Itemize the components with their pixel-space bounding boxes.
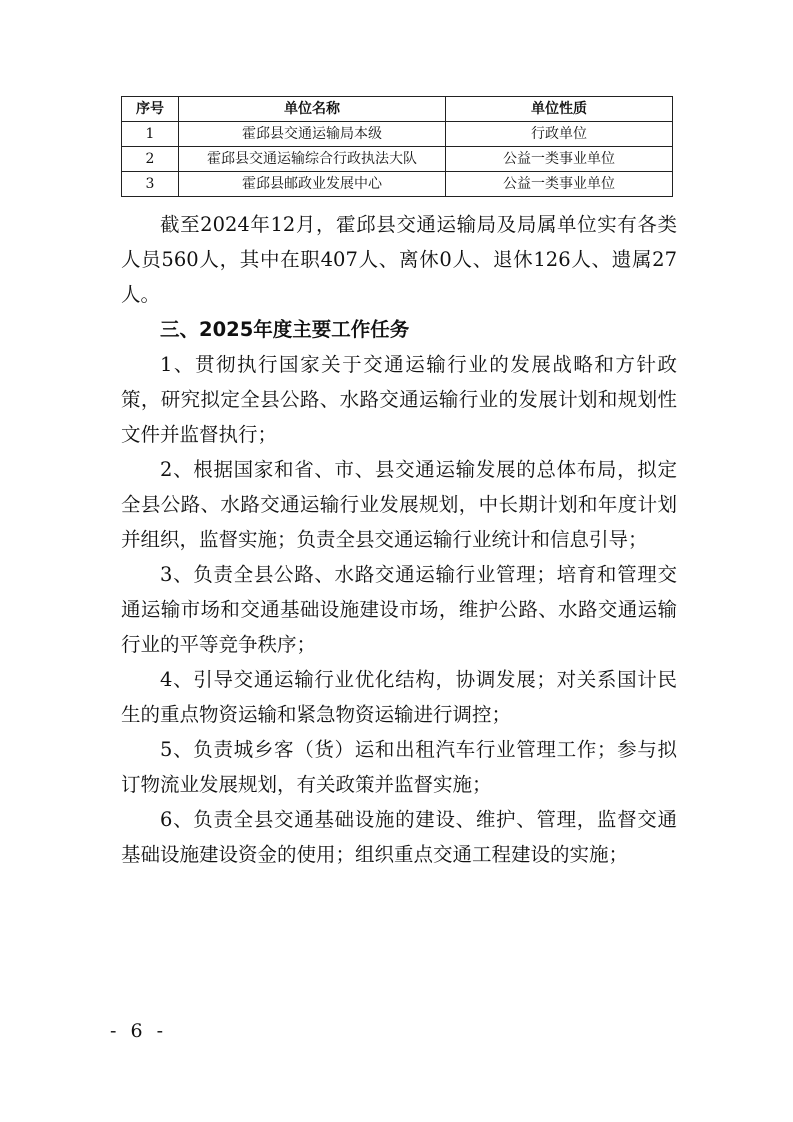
header-unit-type: 单位性质 — [446, 97, 673, 122]
section-heading: 三、2025年度主要工作任务 — [160, 318, 410, 341]
header-unit-name: 单位名称 — [179, 97, 446, 122]
page-number: - 6 - — [110, 1020, 168, 1042]
cell-serial-number: 3 — [122, 172, 179, 197]
task-item-2: 2、根据国家和省、市、县交通运输发展的总体布局，拟定全县公路、水路交通运输行业发展规划，中长期计划和年度计划并组织，监督实施；负责全县交通运输行业统计和信息引导； — [121, 458, 677, 551]
body-text — [121, 207, 677, 872]
task-item-3: 3、负责全县公路、水路交通运输行业管理；培育和管理交通运输市场和交通基础设施建设市场，维护公路、水路交通运输行业的平等竞争秩序； — [121, 563, 677, 656]
cell-unit-name: 霍邱县交通运输综合行政执法大队 — [179, 147, 446, 172]
staff-paragraph: 截至2024年12月，霍邱县交通运输局及局属单位实有各类人员560人，其中在职407人、离休0人、退休126人、遗属27人。 — [121, 213, 677, 306]
units-table — [121, 96, 673, 197]
cell-unit-name: 霍邱县邮政业发展中心 — [179, 172, 446, 197]
cell-unit-name: 霍邱县交通运输局本级 — [179, 122, 446, 147]
table-row — [122, 122, 673, 147]
table-header-row — [122, 97, 673, 122]
cell-serial-number: 1 — [122, 122, 179, 147]
task-item-5: 5、负责城乡客（货）运和出租汽车行业管理工作；参与拟订物流业发展规划，有关政策并监督实施； — [121, 738, 677, 796]
cell-serial-number: 2 — [122, 147, 179, 172]
task-item-4: 4、引导交通运输行业优化结构，协调发展；对关系国计民生的重点物资运输和紧急物资运输进行调控； — [121, 668, 677, 726]
cell-unit-type: 行政单位 — [446, 122, 673, 147]
header-serial-number: 序号 — [122, 97, 179, 122]
table-row — [122, 172, 673, 197]
task-item-6: 6、负责全县交通基础设施的建设、维护、管理，监督交通基础设施建设资金的使用；组织重点交通工程建设的实施； — [121, 808, 677, 866]
table-row — [122, 147, 673, 172]
cell-unit-type: 公益一类事业单位 — [446, 172, 673, 197]
task-item-1: 1、贯彻执行国家关于交通运输行业的发展战略和方针政策，研究拟定全县公路、水路交通运输行业的发展计划和规划性文件并监督执行； — [121, 353, 677, 446]
cell-unit-type: 公益一类事业单位 — [446, 147, 673, 172]
